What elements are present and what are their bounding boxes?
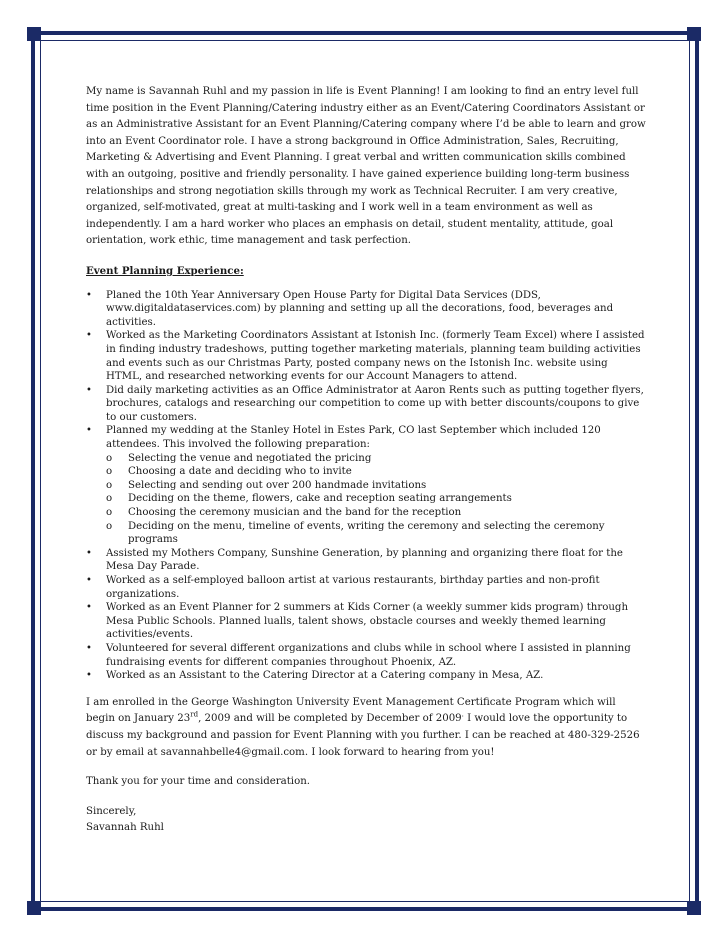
wedding-task-item [106, 465, 646, 479]
experience-text: Planned my wedding at the Stanley Hotel in Estes Park, CO last September which included 120 attendees. This involved the following preparation: [106, 425, 601, 451]
experience-text: Volunteered for several different organizations and clubs while in school where I assisted in planning fundraising events for different companies throughout Phoenix, AZ. [106, 642, 631, 668]
experience-list [86, 289, 646, 683]
experience-item [86, 547, 646, 574]
border-corner-bottom-left [27, 901, 41, 915]
experience-text: Worked as the Marketing Coordinators Assistant at Istonish Inc. (formerly Team Excel) where I assisted in finding industry tradeshows, putting together marketing materials, planning team building activities and events such as our Christmas Party, posted company news on the Istonish Inc. website using HTML, and researched networking events for our Account Managers to attend. [106, 330, 645, 383]
closing-text-3: I would love the opportunity to discuss my background and passion for Event Planning with you further. I can be reached at 480-329-2526 or by email at savannahbelle4@gmail.com. I look forward to hearing from you! [86, 713, 640, 758]
bullet-icon: • [86, 670, 92, 682]
signature-name: Savannah Ruhl [86, 822, 164, 834]
sub-bullet-icon: o [106, 479, 113, 491]
bullet-icon: • [86, 330, 92, 342]
wedding-task-item [106, 452, 646, 466]
wedding-task-item [106, 506, 646, 520]
letter-body [86, 84, 646, 837]
experience-text: Worked as an Assistant to the Catering Director at a Catering company in Mesa, AZ. [106, 670, 544, 682]
closing-text-1: I am enrolled in the George Washington University Event Management Certificate Program which will begin on January 23 [86, 696, 616, 725]
experience-item [86, 289, 646, 330]
experience-item [86, 329, 646, 383]
border-corner-top-left [27, 27, 41, 41]
intro-paragraph: My name is Savannah Ruhl and my passion in life is Event Planning! I am looking to find an entry level full time position in the Event Planning/Catering industry either as an Event/Catering Coordinators Assistant or as an Administrative Assistant for an Event Planning/Catering company where I’d be able to learn and grow into an Event Coordinator role. I have a strong background in Office Administration, Sales, Recruiting, Marketing & Advertising and Event Planning. I great verbal and written communication skills combined with an outgoing, positive and friendly personality. I have gained experience building long-term business relationships and strong negotiation skills through my work as Technical Recruiter. I am very creative, organized, self-motivated, great at multi-tasking and I work well in a team environment as well as independently. I am a hard worker who places an emphasis on detail, student mentality, attitude, goal orientation, work ethic, time management and task perfection. [86, 86, 646, 247]
closing-paragraph [86, 695, 646, 761]
wedding-task-item [106, 520, 646, 547]
wedding-task-text: Selecting and sending out over 200 handmade invitations [128, 479, 427, 491]
experience-item [86, 642, 646, 669]
superscript-period: . [461, 710, 464, 719]
wedding-task-text: Deciding on the theme, flowers, cake and reception seating arrangements [128, 493, 512, 505]
experience-item [86, 424, 646, 546]
experience-item [86, 574, 646, 601]
sub-bullet-icon: o [106, 507, 113, 519]
bullet-icon: • [86, 425, 92, 437]
experience-text: Assisted my Mothers Company, Sunshine Generation, by planning and organizing there float for the Mesa Day Parade. [106, 547, 623, 573]
bullet-icon: • [86, 602, 92, 614]
thanks-line: Thank you for your time and consideration. [86, 776, 311, 788]
experience-heading: Event Planning Experience: [86, 264, 244, 277]
sub-bullet-icon: o [106, 466, 113, 478]
wedding-task-text: Selecting the venue and negotiated the pricing [128, 452, 372, 464]
bullet-icon: • [86, 547, 92, 559]
bullet-icon: • [86, 575, 92, 586]
signoff: Sincerely, [86, 805, 137, 817]
wedding-task-item [106, 479, 646, 493]
wedding-task-item [106, 492, 646, 506]
experience-text: Did daily marketing activities as an Office Administrator at Aaron Rents such as putting together flyers, brochures, catalogs and researching our competition to come up with better discounts/coupons to give to our customers. [106, 384, 644, 423]
border-corner-bottom-right [687, 901, 701, 915]
experience-text: Worked as a self-employed balloon artist at various restaurants, birthday parties and non-profit organizations. [106, 575, 600, 600]
experience-text: Planed the 10th Year Anniversary Open House Party for Digital Data Services (DDS, www.digitaldataservices.com) by planning and setting up all the decorations, food, beverages and activities. [106, 289, 614, 328]
bullet-icon: • [86, 289, 92, 301]
closing-text-2: , 2009 and will be completed by December of 2009 [198, 713, 462, 725]
experience-item [86, 669, 646, 683]
bullet-icon: • [86, 384, 92, 396]
signature-block [86, 804, 646, 837]
experience-item [86, 601, 646, 642]
sub-bullet-icon: o [106, 520, 113, 532]
wedding-task-text: Choosing a date and deciding who to invite [128, 466, 352, 478]
ordinal-suffix: rd [190, 710, 199, 719]
sub-bullet-icon: o [106, 452, 113, 464]
wedding-task-list [106, 452, 646, 547]
sub-bullet-icon: o [106, 493, 113, 505]
experience-item [86, 384, 646, 425]
experience-text: Worked as an Event Planner for 2 summers at Kids Corner (a weekly summer kids program) through Mesa Public Schools. Planned lualls, talent shows, obstacle courses and weekly themed learning activities/events. [106, 602, 629, 641]
wedding-task-text: Deciding on the menu, timeline of events, writing the ceremony and selecting the ceremony programs [128, 520, 605, 546]
border-corner-top-right [687, 27, 701, 41]
wedding-task-text: Choosing the ceremony musician and the band for the reception [128, 507, 462, 519]
bullet-icon: • [86, 642, 92, 654]
